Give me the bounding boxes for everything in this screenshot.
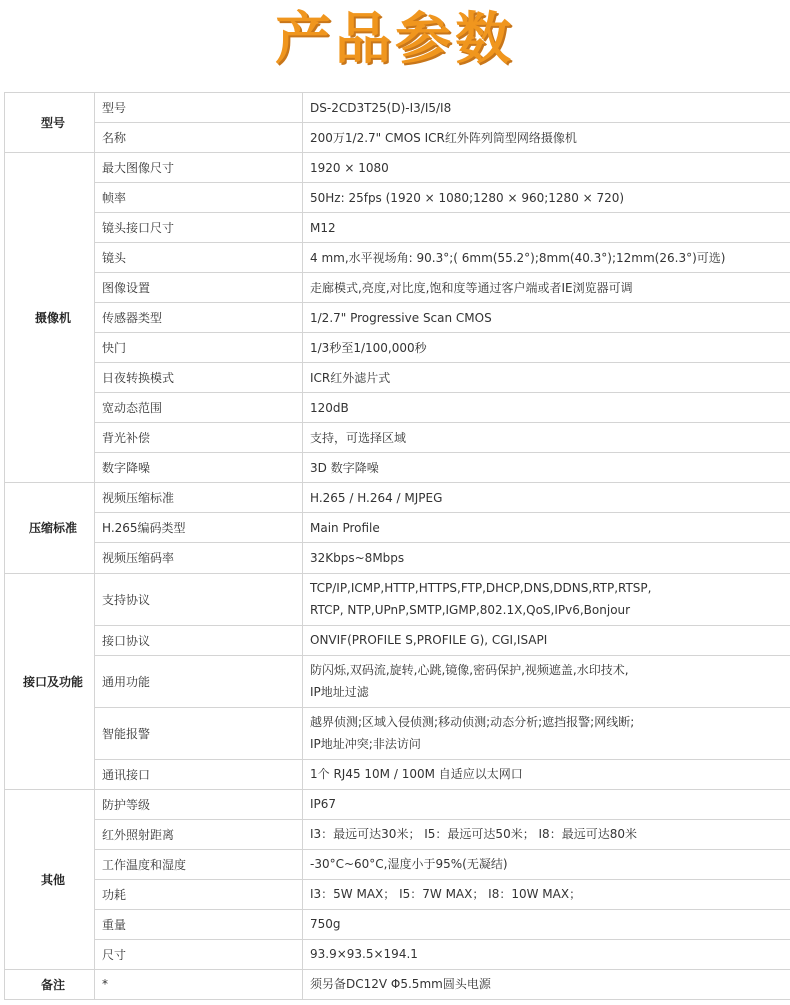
spec-row [5, 513, 790, 543]
param-value-line: H.265 / H.264 / MJPEG [310, 490, 443, 505]
param-label: 帧率 [95, 183, 303, 213]
param-value [303, 453, 790, 483]
spec-row [5, 707, 790, 759]
param-label: 接口协议 [95, 625, 303, 655]
spec-row [5, 939, 790, 969]
param-value-line: M12 [310, 220, 336, 235]
param-value [303, 213, 790, 243]
param-label: 智能报警 [95, 707, 303, 759]
spec-row [5, 625, 790, 655]
spec-row [5, 849, 790, 879]
param-value-line: 50Hz: 25fps (1920 × 1080;1280 × 960;1280 × 720) [310, 190, 625, 205]
param-label: 数字降噪 [95, 453, 303, 483]
param-value-line: 须另备DC12V Φ5.5mm圆头电源 [310, 977, 491, 992]
param-label: 工作温度和湿度 [95, 849, 303, 879]
param-value [303, 483, 790, 513]
param-value [303, 153, 790, 183]
param-value [303, 393, 790, 423]
category-cell: 摄像机 [5, 153, 95, 483]
param-value-line: 120dB [310, 400, 349, 415]
spec-row [5, 243, 790, 273]
spec-row [5, 789, 790, 819]
param-label: 视频压缩标准 [95, 483, 303, 513]
spec-row [5, 483, 790, 513]
param-value-line: 防闪烁,双码流,旋转,心跳,镜像,密码保护,视频遮盖,水印技术, [310, 663, 629, 678]
spec-row [5, 573, 790, 625]
param-label: 背光补偿 [95, 423, 303, 453]
param-value [303, 183, 790, 213]
param-value [303, 819, 790, 849]
param-label: 最大图像尺寸 [95, 153, 303, 183]
param-value-line: Main Profile [310, 520, 380, 535]
category-cell: 其他 [5, 789, 95, 969]
category-cell: 型号 [5, 93, 95, 153]
param-value-line: RTCP, NTP,UPnP,SMTP,IGMP,802.1X,QoS,IPv6,Bonjour [310, 603, 631, 618]
param-label: 功耗 [95, 879, 303, 909]
param-value-line: I3：5W MAX； I5：7W MAX； I8：10W MAX； [310, 887, 582, 902]
param-value-line: -30°C~60°C,湿度小于95%(无凝结) [310, 857, 508, 872]
param-value-line: 支持，可选择区域 [310, 430, 407, 445]
param-label: 日夜转换模式 [95, 363, 303, 393]
param-value [303, 707, 790, 759]
param-label: 通讯接口 [95, 759, 303, 789]
param-value-line: 750g [310, 917, 341, 932]
param-label: 视频压缩码率 [95, 543, 303, 573]
param-value-line: 越界侦测;区域入侵侦测;移动侦测;动态分析;遮挡报警;网线断; [310, 715, 635, 730]
param-value [303, 909, 790, 939]
param-value-line: TCP/IP,ICMP,HTTP,HTTPS,FTP,DHCP,DNS,DDNS,RTP,RTSP, [310, 581, 652, 596]
spec-row [5, 879, 790, 909]
param-label: 红外照射距离 [95, 819, 303, 849]
param-label: 支持协议 [95, 573, 303, 625]
param-label: * [95, 969, 303, 999]
spec-row [5, 153, 790, 183]
spec-row [5, 759, 790, 789]
param-value [303, 243, 790, 273]
param-value-line: ICR红外滤片式 [310, 370, 391, 385]
spec-row [5, 655, 790, 707]
param-value-line: 200万1/2.7" CMOS ICR红外阵列筒型网络摄像机 [310, 130, 577, 145]
param-value-line: 3D 数字降噪 [310, 460, 379, 475]
param-label: 镜头 [95, 243, 303, 273]
param-value [303, 123, 790, 153]
param-value [303, 789, 790, 819]
param-value-line: 1/3秒至1/100,000秒 [310, 340, 427, 355]
param-value [303, 273, 790, 303]
param-label: 通用功能 [95, 655, 303, 707]
spec-row [5, 333, 790, 363]
param-value [303, 363, 790, 393]
param-label: 名称 [95, 123, 303, 153]
spec-row [5, 183, 790, 213]
param-value-line: DS-2CD3T25(D)-I3/I5/I8 [310, 100, 452, 115]
spec-row [5, 819, 790, 849]
param-value-line: 走廊模式,亮度,对比度,饱和度等通过客户端或者IE浏览器可调 [310, 280, 633, 295]
param-value-line: IP地址冲突;非法访问 [310, 737, 421, 752]
param-label: 传感器类型 [95, 303, 303, 333]
param-value-line: 1/2.7" Progressive Scan CMOS [310, 310, 492, 325]
page-title: 产品参数 [275, 7, 515, 72]
spec-row [5, 363, 790, 393]
spec-row [5, 303, 790, 333]
spec-row [5, 93, 790, 123]
param-value-line: 32Kbps~8Mbps [310, 550, 405, 565]
param-value-line: 1个 RJ45 10M / 100M 自适应以太网口 [310, 767, 523, 782]
param-value [303, 939, 790, 969]
spec-row [5, 543, 790, 573]
param-value [303, 543, 790, 573]
param-value [303, 759, 790, 789]
category-cell: 备注 [5, 969, 95, 999]
spec-row [5, 273, 790, 303]
param-label: 尺寸 [95, 939, 303, 969]
param-value [303, 303, 790, 333]
param-value-line: 93.9×93.5×194.1 [310, 947, 418, 962]
param-label: 防护等级 [95, 789, 303, 819]
param-value [303, 423, 790, 453]
param-value-line: IP67 [310, 797, 337, 812]
spec-row [5, 393, 790, 423]
spec-row [5, 123, 790, 153]
param-value [303, 655, 790, 707]
param-value [303, 879, 790, 909]
param-label: H.265编码类型 [95, 513, 303, 543]
category-cell: 接口及功能 [5, 573, 95, 789]
param-value [303, 93, 790, 123]
param-label: 快门 [95, 333, 303, 363]
param-value-line: 4 mm,水平视场角: 90.3°;( 6mm(55.2°);8mm(40.3°);12mm(26.3°)可选) [310, 250, 726, 265]
spec-table [4, 92, 790, 1000]
param-value [303, 573, 790, 625]
param-label: 图像设置 [95, 273, 303, 303]
param-value-line: IP地址过滤 [310, 685, 369, 700]
param-value [303, 969, 790, 999]
param-label: 型号 [95, 93, 303, 123]
spec-row [5, 423, 790, 453]
param-label: 宽动态范围 [95, 393, 303, 423]
param-value [303, 625, 790, 655]
spec-row [5, 909, 790, 939]
param-value [303, 333, 790, 363]
spec-row [5, 213, 790, 243]
param-label: 镜头接口尺寸 [95, 213, 303, 243]
param-label: 重量 [95, 909, 303, 939]
param-value-line: I3：最远可达30米； I5：最远可达50米； I8：最远可达80米 [310, 827, 637, 842]
param-value [303, 849, 790, 879]
category-cell: 压缩标准 [5, 483, 95, 573]
param-value [303, 513, 790, 543]
spec-row [5, 453, 790, 483]
param-value-line: 1920 × 1080 [310, 160, 389, 175]
spec-row [5, 969, 790, 999]
param-value-line: ONVIF(PROFILE S,PROFILE G), CGI,ISAPI [310, 633, 548, 648]
